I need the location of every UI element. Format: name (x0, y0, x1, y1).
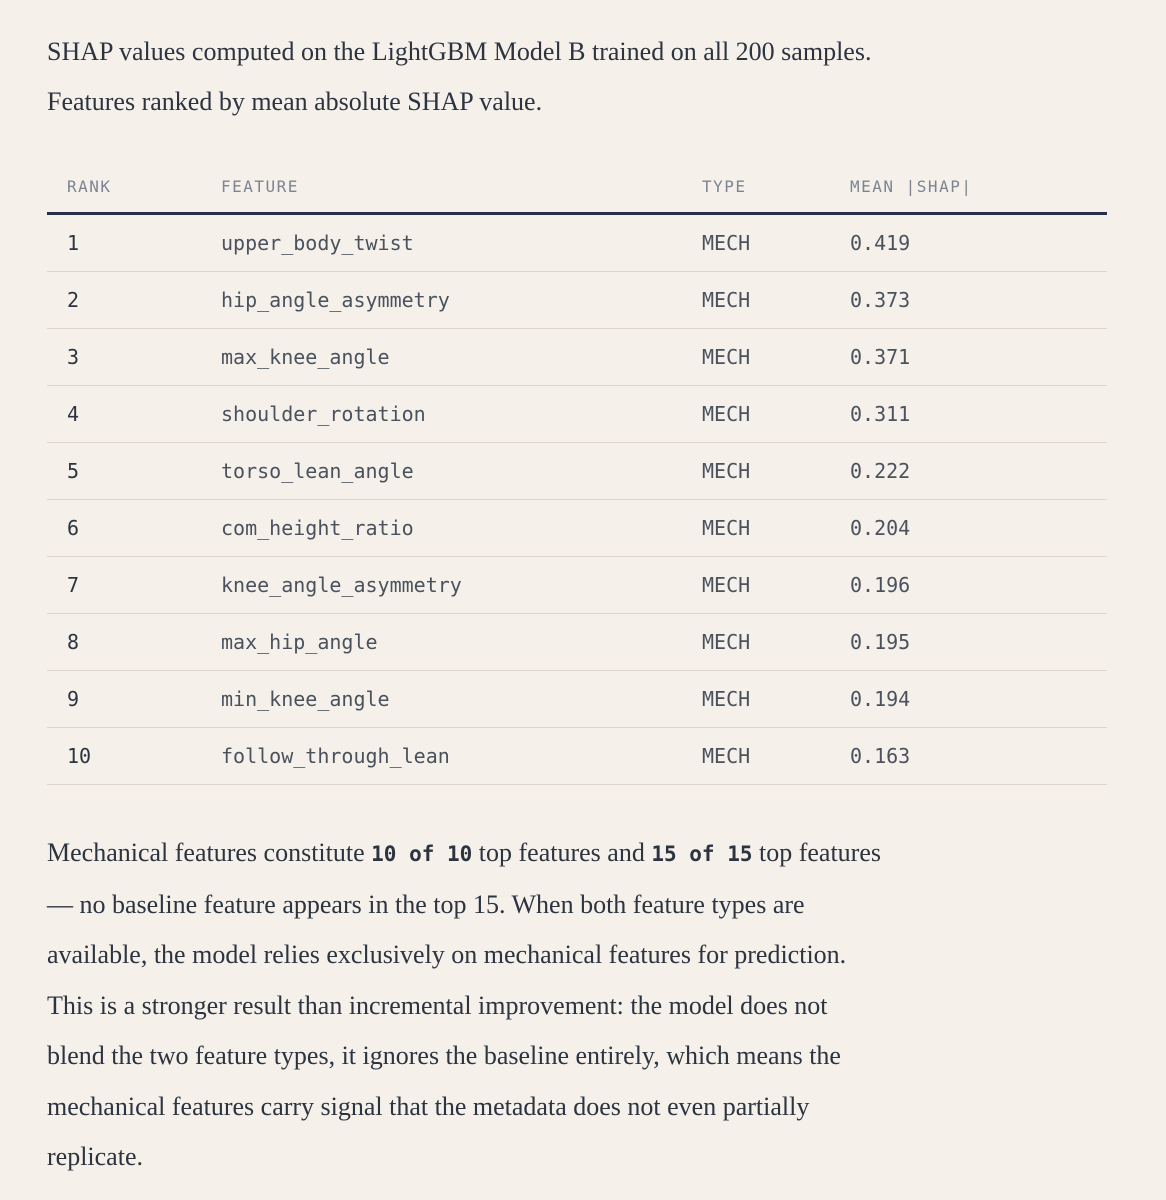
cell-type: MECH (702, 614, 850, 671)
table-row (47, 614, 1107, 671)
cell-feature: knee_angle_asymmetry (221, 557, 702, 614)
table-row (47, 329, 1107, 386)
table-header (47, 160, 1107, 214)
cell-rank: 10 (47, 728, 221, 785)
cell-feature: max_hip_angle (221, 614, 702, 671)
cell-mean-shap: 0.195 (850, 614, 1107, 671)
cell-feature: torso_lean_angle (221, 443, 702, 500)
cell-rank: 6 (47, 500, 221, 557)
cell-type: MECH (702, 728, 850, 785)
conclusion-line-7: replicate. (47, 1142, 143, 1171)
cell-mean-shap: 0.371 (850, 329, 1107, 386)
table-row (47, 443, 1107, 500)
cell-feature: upper_body_twist (221, 214, 702, 272)
cell-mean-shap: 0.163 (850, 728, 1107, 785)
conclusion-paragraph (47, 828, 1117, 1183)
header-row (47, 160, 1107, 214)
cell-type: MECH (702, 671, 850, 728)
table-row (47, 386, 1107, 443)
cell-mean-shap: 0.196 (850, 557, 1107, 614)
intro-line-2: Features ranked by mean absolute SHAP value. (47, 87, 543, 116)
intro-paragraph (47, 27, 1107, 127)
shap-feature-table (47, 160, 1107, 785)
table-row (47, 500, 1107, 557)
cell-feature: shoulder_rotation (221, 386, 702, 443)
cell-rank: 4 (47, 386, 221, 443)
conclusion-line-6: mechanical features carry signal that the metadata does not even partially (47, 1091, 810, 1121)
header-type: TYPE (702, 160, 850, 214)
cell-rank: 2 (47, 272, 221, 329)
conclusion-text-3: top features (752, 838, 882, 867)
cell-mean-shap: 0.311 (850, 386, 1107, 443)
inline-code-10-of-10: 10 of 10 (371, 842, 473, 866)
cell-feature: hip_angle_asymmetry (221, 272, 702, 329)
cell-rank: 3 (47, 329, 221, 386)
conclusion-line-5: blend the two feature types, it ignores the baseline entirely, which means the (47, 1041, 841, 1070)
conclusion-line-3: available, the model relies exclusively on mechanical features for prediction. (47, 940, 847, 969)
cell-rank: 8 (47, 614, 221, 671)
cell-mean-shap: 0.204 (850, 500, 1107, 557)
intro-line-1: SHAP values computed on the LightGBM Model B trained on all 200 samples. (47, 37, 872, 66)
cell-type: MECH (702, 386, 850, 443)
cell-mean-shap: 0.194 (850, 671, 1107, 728)
cell-type: MECH (702, 272, 850, 329)
cell-mean-shap: 0.373 (850, 272, 1107, 329)
table-body (47, 214, 1107, 785)
table-row (47, 728, 1107, 785)
table-row (47, 671, 1107, 728)
cell-type: MECH (702, 329, 850, 386)
conclusion-text-2: top features and (472, 838, 652, 867)
conclusion-line-2: — no baseline feature appears in the top 15. When both feature types are (47, 889, 805, 919)
cell-rank: 1 (47, 214, 221, 272)
table-row (47, 557, 1107, 614)
header-rank: RANK (47, 160, 221, 214)
cell-type: MECH (702, 443, 850, 500)
conclusion-line-4: This is a stronger result than incremental improvement: the model does not (47, 990, 828, 1020)
header-mean-shap: MEAN |SHAP| (850, 160, 1107, 214)
header-feature: FEATURE (221, 160, 702, 214)
table-row (47, 272, 1107, 329)
table-row (47, 214, 1107, 272)
cell-rank: 7 (47, 557, 221, 614)
cell-mean-shap: 0.419 (850, 214, 1107, 272)
cell-rank: 9 (47, 671, 221, 728)
inline-code-15-of-15: 15 of 15 (651, 842, 753, 866)
cell-type: MECH (702, 500, 850, 557)
cell-feature: min_knee_angle (221, 671, 702, 728)
cell-feature: follow_through_lean (221, 728, 702, 785)
cell-mean-shap: 0.222 (850, 443, 1107, 500)
cell-rank: 5 (47, 443, 221, 500)
cell-feature: com_height_ratio (221, 500, 702, 557)
conclusion-text-1: Mechanical features constitute (47, 838, 372, 867)
cell-type: MECH (702, 557, 850, 614)
cell-type: MECH (702, 214, 850, 272)
cell-feature: max_knee_angle (221, 329, 702, 386)
